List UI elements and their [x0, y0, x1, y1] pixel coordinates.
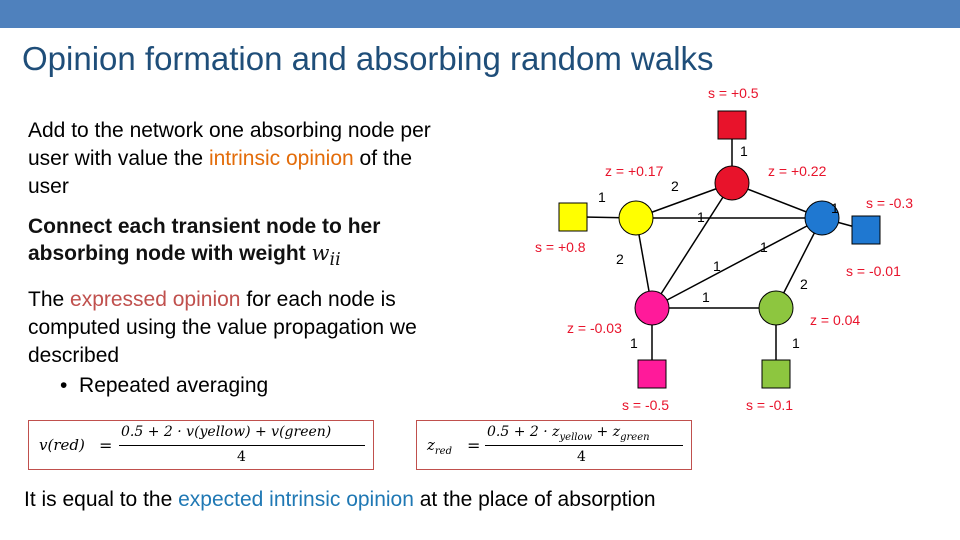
intrinsic-opinion-highlight: intrinsic opinion	[208, 147, 354, 170]
bullet-mark: •	[60, 374, 68, 397]
conclusion-text	[24, 488, 656, 512]
weight-pink-absorbing: 1	[630, 335, 638, 351]
node-red	[715, 166, 749, 200]
weight-green-blue: 2	[800, 276, 808, 292]
formula-equals: =	[467, 436, 481, 455]
text-line: absorbing node with weight	[28, 242, 312, 265]
weight-subscript: ii	[329, 250, 341, 271]
text-line: user with value the	[28, 147, 209, 170]
weight-red-blue: 1	[760, 239, 768, 255]
text-line: Add to the network one absorbing node per	[28, 119, 431, 142]
expressed-opinion-highlight: expressed opinion	[70, 288, 241, 311]
formula-lhs: v(red)	[39, 436, 85, 454]
absorbing-node-green	[762, 360, 790, 388]
node-green	[759, 291, 793, 325]
text-line: It is equal to the	[24, 488, 179, 511]
formula-numerator-part: + z	[592, 424, 621, 440]
node-yellow	[619, 201, 653, 235]
slide-title: Opinion formation and absorbing random walks	[22, 40, 714, 77]
label-z-red: z = +0.22	[768, 163, 827, 179]
text-line: Connect each transient node to her	[28, 215, 381, 238]
weight-pink-red: 1	[713, 258, 721, 274]
text-line: The	[28, 288, 71, 311]
absorbing-node-pink	[638, 360, 666, 388]
formula-denominator: 4	[237, 449, 246, 465]
weight-yellow-absorbing: 1	[598, 189, 606, 205]
expected-opinion-highlight: expected intrinsic opinion	[178, 488, 414, 511]
absorbing-node-yellow	[559, 203, 587, 231]
text-line: user	[28, 175, 69, 198]
formula-denominator: 4	[577, 449, 586, 465]
formula-subscript: yellow	[559, 431, 593, 443]
absorbing-node-red	[718, 111, 746, 139]
label-s-pink: s = -0.5	[622, 397, 670, 413]
formula-numerator: 0.5 + 2 · v(yellow) + v(green)	[121, 424, 332, 440]
label-s-lightgreen: s = -0.1	[746, 397, 794, 413]
edge-blue-pink	[652, 218, 822, 308]
weight-pink-blue: 1	[702, 289, 710, 305]
formula-lhs-subscript: red	[434, 446, 453, 457]
weight-symbol: w	[311, 241, 330, 265]
formula-numerator-part: 0.5 + 2 · z	[487, 424, 560, 440]
weight-yellow-red: 2	[671, 178, 679, 194]
text-line: computed using the value propagation we	[28, 316, 417, 339]
edge-red-pink	[652, 183, 732, 308]
label-s-blue: s = -0.3	[866, 195, 914, 211]
formula-lhs: z	[427, 436, 435, 454]
bullet-text: Repeated averaging	[79, 374, 269, 397]
text-line: of the	[353, 147, 413, 170]
text-line: at the place of absorption	[413, 488, 656, 511]
formula-subscript: green	[620, 431, 650, 443]
label-s-yellow: s = +0.8	[535, 239, 586, 255]
label-s-red: s = +0.5	[708, 85, 759, 101]
weight-green-absorbing: 1	[792, 335, 800, 351]
absorbing-node-blue	[852, 216, 880, 244]
label-z-yellow: z = +0.17	[605, 163, 664, 179]
node-pink	[635, 291, 669, 325]
weight-red-absorbing: 1	[740, 143, 748, 159]
weight-blue-absorbing: 1	[831, 200, 839, 216]
weight-pink-yellow: 2	[616, 251, 624, 267]
text-line: for each node is	[240, 288, 396, 311]
formula-equals: =	[99, 436, 113, 455]
weight-yellow-blue: 1	[697, 209, 705, 225]
label-z-green: z = 0.04	[810, 312, 861, 328]
label-z-green-alt: s = -0.01	[846, 263, 901, 279]
text-line: described	[28, 344, 120, 367]
label-z-pink: z = -0.03	[567, 320, 622, 336]
